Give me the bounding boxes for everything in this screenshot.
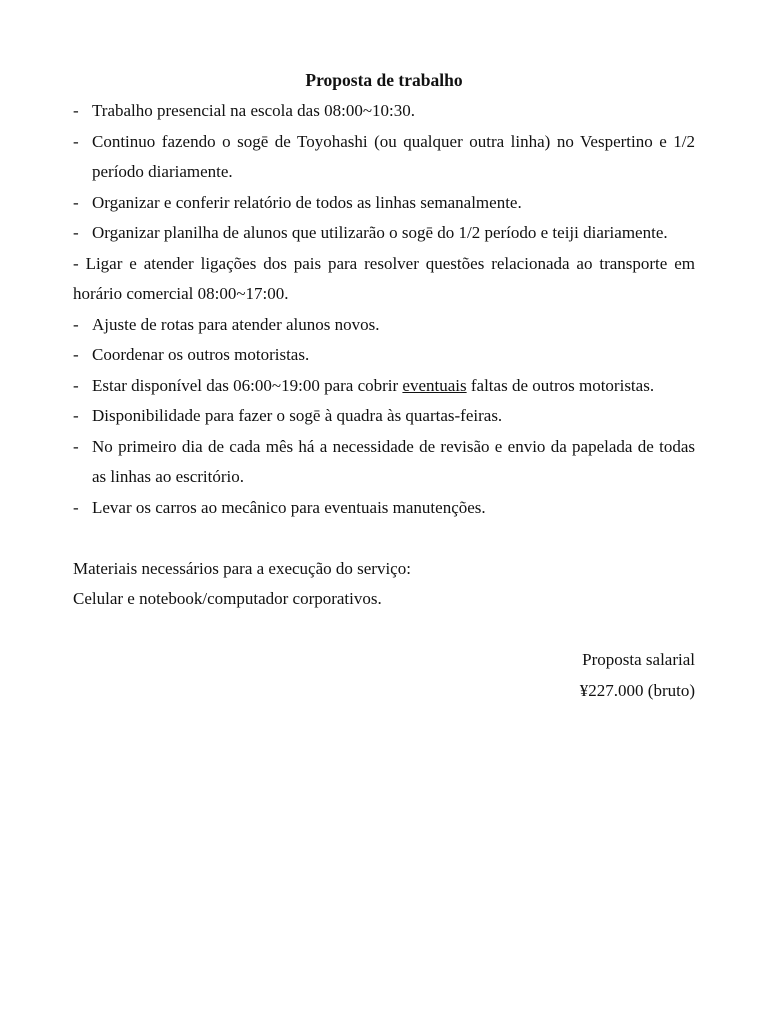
list-item-text: Coordenar os outros motoristas. [92, 345, 310, 364]
list-item [73, 96, 695, 127]
list-item-text: Ligar e atender ligações dos pais para resolver questões relacionada ao transporte em horário comercial 08:00~17:00. [73, 253, 695, 303]
salary-label: Proposta salarial [582, 650, 695, 669]
list-item-text: Organizar e conferir relatório de todos as linhas semanalmente. [92, 192, 522, 212]
list-item-text-before: Estar disponível das 06:00~19:00 para cobrir [92, 375, 399, 395]
list-item-text: Trabalho presencial na escola das 08:00~10:30. [92, 101, 415, 120]
bullet-dash: - [73, 253, 79, 273]
bullet-dash: - [73, 314, 79, 334]
bullet-dash: - [73, 131, 79, 151]
materials-heading: Materiais necessários para a execução do serviço: [73, 558, 411, 578]
bullet-dash: - [73, 436, 79, 456]
bullet-dash: - [73, 497, 79, 517]
list-item [73, 249, 695, 310]
list-item [73, 127, 695, 188]
list-item [73, 371, 695, 402]
list-item [73, 401, 695, 432]
list-item [73, 340, 695, 371]
list-item [73, 188, 695, 219]
list-item-text-after: faltas de outros motoristas. [470, 375, 655, 395]
page-title: Proposta de trabalho [305, 70, 463, 90]
bullet-dash: - [73, 345, 79, 364]
list-item-text: Levar os carros ao mecânico para eventuais manutenções. [92, 497, 486, 517]
list-item [73, 218, 695, 249]
list-item [73, 310, 695, 341]
bullet-dash: - [73, 223, 79, 242]
salary-value: ¥227.000 (bruto) [579, 680, 695, 700]
bullet-dash: - [73, 101, 79, 120]
bullet-dash: - [73, 375, 79, 395]
list-item-text: Disponibilidade para fazer o sogē à quadra às quartas-feiras. [92, 406, 503, 425]
list-item-text: Continuo fazendo o sogē de Toyohashi (ou qualquer outra linha) no Vespertino e 1/2 período diariamente. [92, 131, 695, 181]
list-item [73, 432, 695, 493]
underlined-word: eventuais [402, 375, 467, 395]
list-item-text: Ajuste de rotas para atender alunos novos. [92, 314, 380, 334]
salary-section [73, 645, 695, 706]
document-page [73, 64, 695, 706]
bullet-dash: - [73, 406, 79, 425]
bullet-dash: - [73, 192, 79, 212]
task-list [73, 96, 695, 523]
materials-list: Celular e notebook/computador corporativos. [73, 589, 382, 608]
list-item-text: Organizar planilha de alunos que utilizarão o sogē do 1/2 período e teiji diariamente. [92, 223, 668, 242]
list-item-text: No primeiro dia de cada mês há a necessidade de revisão e envio da papelada de todas as linhas ao escritório. [92, 436, 695, 486]
materials-section [73, 554, 695, 615]
list-item [73, 493, 695, 524]
